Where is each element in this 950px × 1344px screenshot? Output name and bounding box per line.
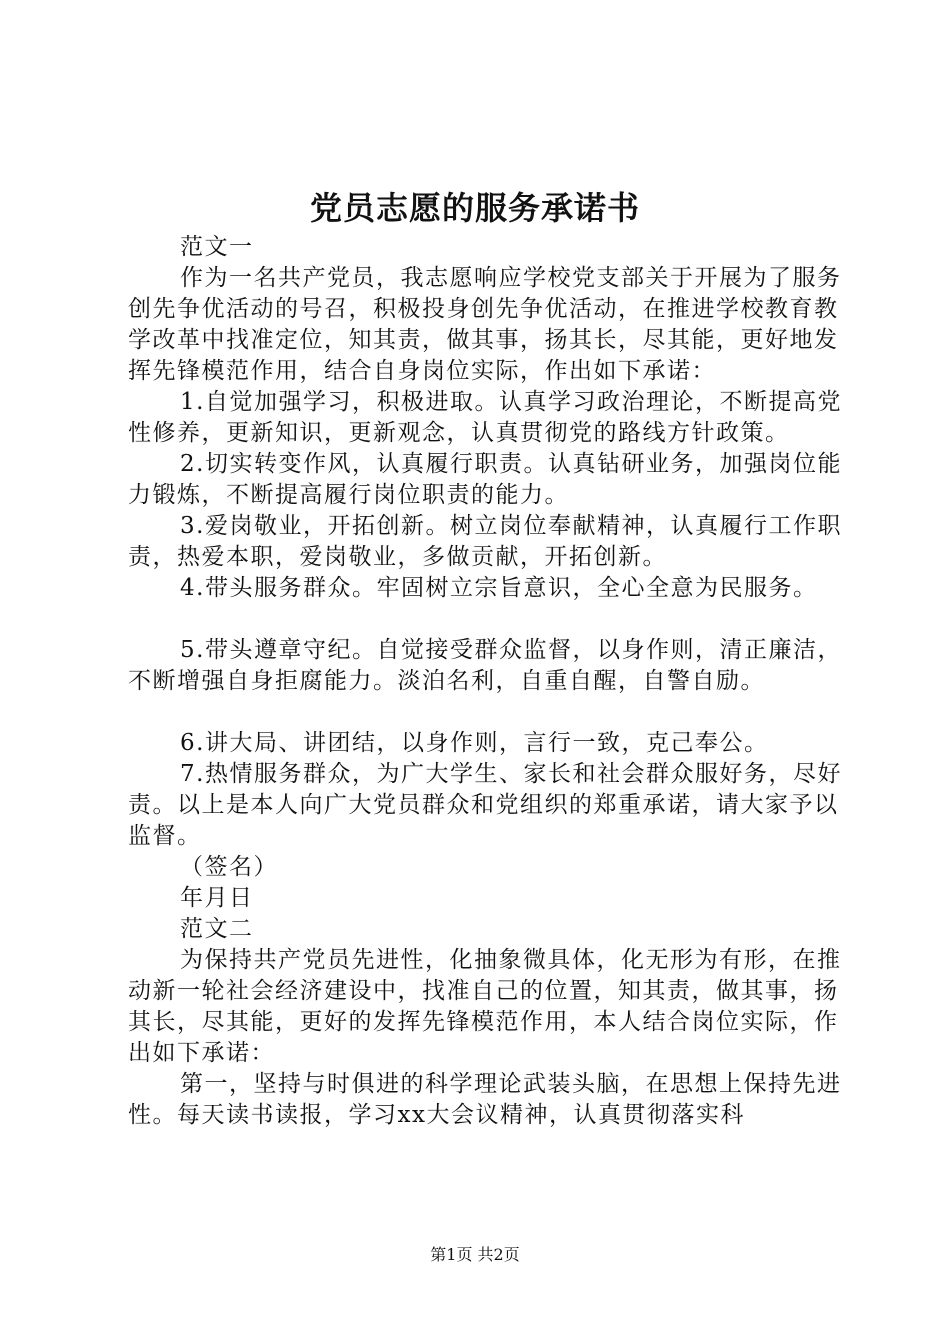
commitment-item-2: 2.切实转变作风，认真履行职责。认真钻研业务，加强岗位能力锻炼，不断提高履行岗位职责的能力。 <box>128 451 842 508</box>
commitment-item-6: 6.讲大局、讲团结，以身作则，言行一致，克己奉公。 <box>180 730 769 756</box>
body-paragraph: 第一，坚持与时俱进的科学理论武装头脑，在思想上保持先进性。每天读书读报，学习xx大会议精神，认真贯彻落实科 <box>128 1071 842 1128</box>
commitment-item-1: 1.自觉加强学习，积极进取。认真学习政治理论，不断提高党性修养，更新知识，更新观念，认真贯彻党的路线方针政策。 <box>128 389 842 446</box>
signature-line: （签名） <box>180 854 278 880</box>
section-heading-1: 范文一 <box>180 234 254 260</box>
commitment-item-3: 3.爱岗敬业，开拓创新。树立岗位奉献精神，认真履行工作职责，热爱本职，爱岗敬业，多做贡献，开拓创新。 <box>128 513 842 570</box>
commitment-item-4: 4.带头服务群众。牢固树立宗旨意识，全心全意为民服务。 <box>180 575 818 601</box>
commitment-item-5: 5.带头遵章守纪。自觉接受群众监督，以身作则，清正廉洁，不断增强自身拒腐能力。淡泊名利，自重自醒，自警自励。 <box>128 637 842 694</box>
commitment-item-7: 7.热情服务群众，为广大学生、家长和社会群众服好务，尽好责。以上是本人向广大党员群众和党组织的郑重承诺，请大家予以监督。 <box>128 761 842 849</box>
body-paragraph: 为保持共产党员先进性，化抽象微具体，化无形为有形，在推动新一轮社会经济建设中，找准自己的位置，知其责，做其事，扬其长，尽其能，更好的发挥先锋模范作用，本人结合岗位实际，作出如下承诺： <box>128 947 842 1066</box>
page-number: 第1页 共2页 <box>430 1245 520 1264</box>
document-body <box>128 232 848 1131</box>
section-heading-2: 范文二 <box>180 916 254 942</box>
date-line: 年月日 <box>180 885 254 911</box>
document-title: 党员志愿的服务承诺书 <box>309 189 640 227</box>
body-paragraph: 作为一名共产党员，我志愿响应学校党支部关于开展为了服务创先争优活动的号召，积极投身创先争优活动，在推进学校教育教学改革中找准定位，知其责，做其事，扬其长，尽其能，更好地发挥先锋模范作用，结合自身岗位实际，作出如下承诺： <box>128 265 842 384</box>
